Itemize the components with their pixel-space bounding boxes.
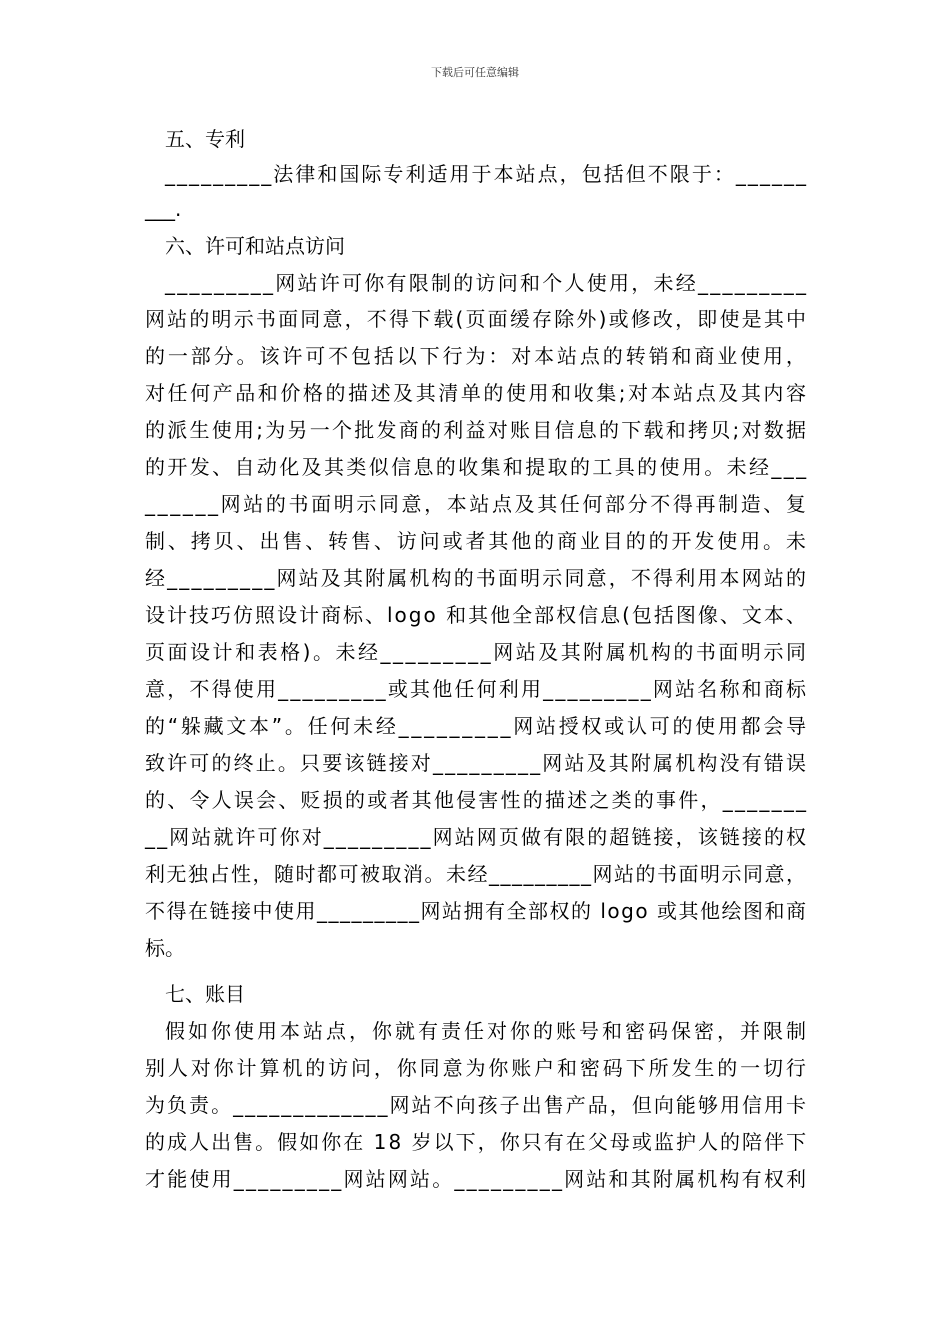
section-heading: 六、许可和站点访问 (165, 234, 345, 258)
body-text-line: 制、拷贝、出售、转售、访问或者其他的商业目的的开发使用。未 (145, 529, 809, 553)
section-heading: 七、账目 (165, 982, 245, 1006)
body-text-line: 利无独占性，随时都可被取消。未经_________网站的书面明示同意， (145, 862, 808, 886)
body-text-line: 的派生使用;为另一个批发商的利益对账目信息的下载和拷贝;对数据 (145, 418, 809, 442)
body-text-line: __网站就许可你对_________网站网页做有限的超链接，该链接的权 (145, 825, 809, 849)
body-text-line: ___. (145, 197, 182, 221)
section-heading: 五、专利 (165, 127, 245, 151)
page-header: 下载后可任意编辑 (431, 66, 519, 79)
body-text-line: 的一部分。该许可不包括以下行为：对本站点的转销和商业使用， (145, 344, 809, 368)
body-text-line: 对任何产品和价格的描述及其清单的使用和收集;对本站点及其内容 (145, 381, 809, 405)
body-text-line: 的、令人误会、贬损的或者其他侵害性的描述之类的事件，_______ (145, 788, 809, 812)
body-text-line: ______网站的书面明示同意，本站点及其任何部分不得再制造、复 (145, 492, 809, 516)
body-text-line: 网站的明示书面同意，不得下载(页面缓存除外)或修改，即使是其中 (145, 307, 809, 331)
body-text-line: 的成人出售。假如你在 18 岁以下，你只有在父母或监护人的陪伴下 (145, 1130, 809, 1154)
body-text-line: 的开发、自动化及其类似信息的收集和提取的工具的使用。未经___ (145, 455, 809, 479)
body-text-line: 设计技巧仿照设计商标、logo 和其他全部权信息(包括图像、文本、 (145, 603, 808, 627)
body-text-line: _________法律和国际专利适用于本站点，包括但不限于：______ (165, 162, 809, 186)
body-text-line: 致许可的终止。只要该链接对_________网站及其附属机构没有错误 (145, 751, 809, 775)
body-text-line: _________网站许可你有限制的访问和个人使用，未经_________ (165, 271, 809, 295)
body-text-line: 不得在链接中使用_________网站拥有全部权的 logo 或其他绘图和商 (145, 899, 808, 923)
body-text-line: 为负责。_____________网站不向孩子出售产品，但向能够用信用卡 (145, 1093, 809, 1117)
body-text-line: 才能使用_________网站网站。_________网站和其附属机构有权利 (145, 1167, 809, 1191)
body-text-line: 假如你使用本站点，你就有责任对你的账号和密码保密，并限制 (165, 1019, 809, 1043)
body-text-line: 别人对你计算机的访问，你同意为你账户和密码下所发生的一切行 (145, 1056, 809, 1080)
body-text-line: 经_________网站及其附属机构的书面明示同意，不得利用本网站的 (145, 566, 809, 590)
body-text-line: 页面设计和表格)。未经_________网站及其附属机构的书面明示同 (145, 640, 809, 664)
body-text-line: 意，不得使用_________或其他任何利用_________网站名称和商标 (145, 677, 809, 701)
body-text-line: 的“躲藏文本”。任何未经_________网站授权或认可的使用都会导 (145, 714, 809, 738)
body-text-line: 标。 (145, 936, 185, 960)
